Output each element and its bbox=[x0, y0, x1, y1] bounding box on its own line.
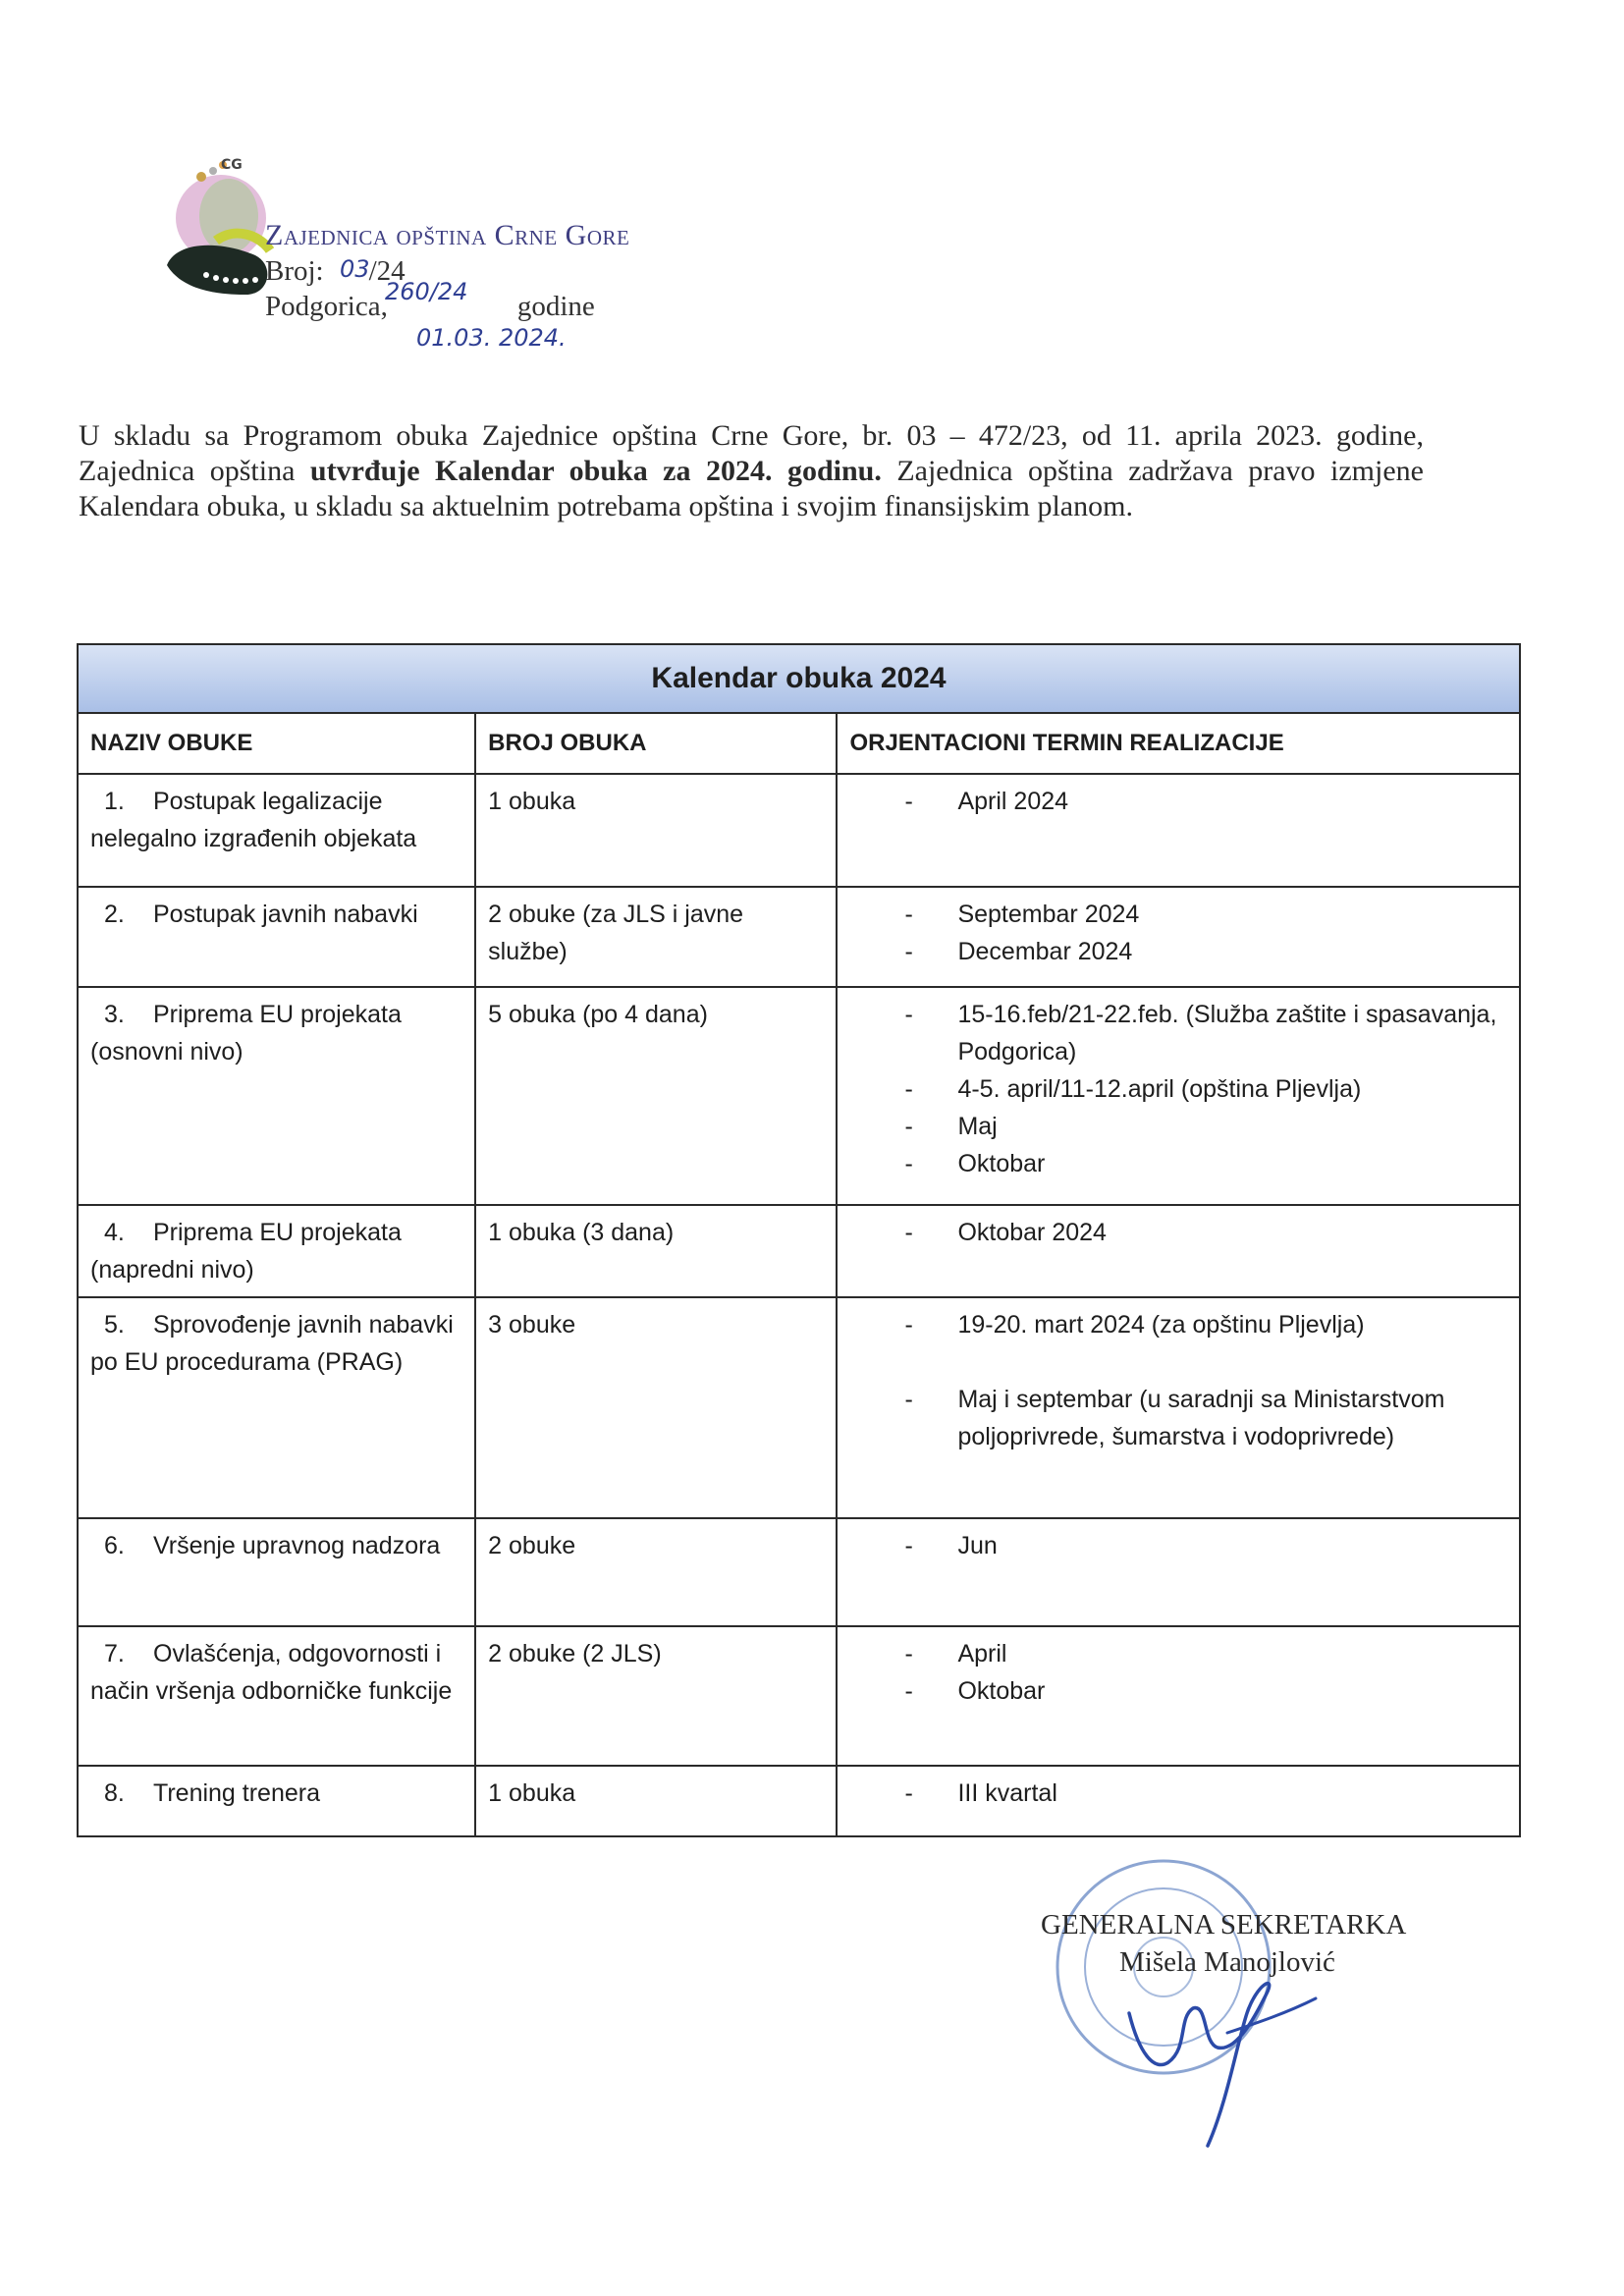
handwritten-broj-prefix: 03 bbox=[340, 255, 370, 283]
row-count-cell: 1 obuka (3 dana) bbox=[475, 1205, 837, 1297]
term-item: - III kvartal bbox=[849, 1775, 1507, 1812]
training-name: Trening trenera bbox=[153, 1779, 320, 1807]
table-row bbox=[78, 1766, 1520, 1836]
intro-bold: utvrđuje Kalendar obuka za 2024. godinu. bbox=[309, 455, 882, 487]
table-row bbox=[78, 1205, 1520, 1297]
term-item: - 15-16.feb/21-22.feb. (Služba zaštite i spasavanja, Podgorica) bbox=[849, 996, 1507, 1070]
row-name-cell: 6. Vršenje upravnog nadzora bbox=[78, 1518, 475, 1626]
training-name: Postupak legalizacije nelegalno izgrađenih objekata bbox=[90, 788, 417, 852]
intro-text-1: U skladu sa Programom obuka Zajednice opština Crne Gore, br. 03 – 472/23, od 11. aprila 2023. godine, Zajednica opština bbox=[79, 419, 1424, 487]
row-count-cell: 5 obuka (po 4 dana) bbox=[475, 987, 837, 1205]
place-label: Podgorica, bbox=[265, 291, 388, 322]
term-item: - Oktobar 2024 bbox=[849, 1214, 1507, 1251]
header-naziv-obuke: NAZIV OBUKE bbox=[78, 713, 475, 774]
term-item: - April bbox=[849, 1635, 1507, 1672]
training-name: Priprema EU projekata (napredni nivo) bbox=[90, 1219, 402, 1284]
row-name-cell: 4. Priprema EU projekata (napredni nivo) bbox=[78, 1205, 475, 1297]
svg-text:CG: CG bbox=[221, 157, 243, 173]
row-name-cell: 5. Sprovođenje javnih nabavki po EU procedurama (PRAG) bbox=[78, 1297, 475, 1518]
row-name-cell: 8. Trening trenera bbox=[78, 1766, 475, 1836]
row-terms-cell bbox=[837, 1518, 1520, 1626]
term-item: - Jun bbox=[849, 1527, 1507, 1564]
intro-text-2: Zajednica opština zadržava pravo izmjene Kalendara obuka, u skladu sa aktuelnim potrebama opština i svojim finansijskim planom. bbox=[79, 455, 1424, 522]
row-name-cell: 1. Postupak legalizacije nelegalno izgrađenih objekata bbox=[78, 774, 475, 887]
row-terms-cell bbox=[837, 887, 1520, 987]
org-header bbox=[265, 218, 629, 324]
zocg-logo bbox=[162, 147, 280, 324]
row-terms-cell bbox=[837, 1626, 1520, 1766]
intro-paragraph bbox=[79, 418, 1424, 524]
godine-label: godine bbox=[516, 291, 595, 322]
training-name: Vršenje upravnog nadzora bbox=[153, 1532, 441, 1559]
row-count-cell: 1 obuka bbox=[475, 1766, 837, 1836]
term-item: - Oktobar bbox=[849, 1145, 1507, 1182]
table-row bbox=[78, 887, 1520, 987]
term-item: - April 2024 bbox=[849, 783, 1507, 820]
table-caption: Kalendar obuka 2024 bbox=[78, 644, 1520, 713]
term-item: - Maj bbox=[849, 1108, 1507, 1145]
broj-label: Broj: bbox=[265, 255, 324, 287]
term-item: - Maj i septembar (u saradnji sa Ministarstvom poljoprivrede, šumarstva i vodoprivrede) bbox=[849, 1381, 1507, 1455]
table-row bbox=[78, 1297, 1520, 1518]
training-name: Ovlašćenja, odgovornosti i način vršenja odborničke funkcije bbox=[90, 1640, 453, 1705]
term-item: - 19-20. mart 2024 (za opštinu Pljevlja) bbox=[849, 1306, 1507, 1343]
term-item: - Septembar 2024 bbox=[849, 896, 1507, 933]
broj-value: /24 bbox=[368, 255, 406, 287]
signatory-name: Mišela Manojlović bbox=[1119, 1946, 1335, 1978]
row-terms-cell bbox=[837, 1205, 1520, 1297]
training-calendar-table bbox=[77, 643, 1521, 1837]
row-count-cell: 2 obuke bbox=[475, 1518, 837, 1626]
term-item: - Decembar 2024 bbox=[849, 933, 1507, 970]
term-item: - 4-5. april/11-12.april (opština Pljevlja) bbox=[849, 1070, 1507, 1108]
row-name-cell: 7. Ovlašćenja, odgovornosti i način vršenja odborničke funkcije bbox=[78, 1626, 475, 1766]
row-count-cell: 2 obuke (2 JLS) bbox=[475, 1626, 837, 1766]
table-row bbox=[78, 774, 1520, 887]
table-row bbox=[78, 987, 1520, 1205]
handwritten-date: 01.03. 2024. bbox=[416, 324, 567, 352]
row-terms-cell bbox=[837, 987, 1520, 1205]
handwritten-signature bbox=[1110, 1925, 1326, 2151]
training-name: Postupak javnih nabavki bbox=[153, 901, 418, 928]
row-terms-cell bbox=[837, 1766, 1520, 1836]
training-name: Priprema EU projekata (osnovni nivo) bbox=[90, 1001, 402, 1066]
header-termin: ORJENTACIONI TERMIN REALIZACIJE bbox=[837, 713, 1520, 774]
table-row bbox=[78, 1518, 1520, 1626]
handwritten-number: 260/24 bbox=[385, 278, 468, 305]
row-name-cell: 3. Priprema EU projekata (osnovni nivo) bbox=[78, 987, 475, 1205]
table-row bbox=[78, 1626, 1520, 1766]
row-name-cell: 2. Postupak javnih nabavki bbox=[78, 887, 475, 987]
row-terms-cell bbox=[837, 774, 1520, 887]
header-broj-obuka: BROJ OBUKA bbox=[475, 713, 837, 774]
training-name: Sprovođenje javnih nabavki po EU procedurama (PRAG) bbox=[90, 1311, 454, 1376]
signatory-title: GENERALNA SEKRETARKA bbox=[1041, 1909, 1407, 1941]
row-count-cell: 1 obuka bbox=[475, 774, 837, 887]
org-name: Zajednica opština Crne Gore bbox=[265, 219, 630, 251]
term-item: - Oktobar bbox=[849, 1672, 1507, 1710]
row-count-cell: 3 obuke bbox=[475, 1297, 837, 1518]
row-terms-cell bbox=[837, 1297, 1520, 1518]
row-count-cell: 2 obuke (za JLS i javne službe) bbox=[475, 887, 837, 987]
